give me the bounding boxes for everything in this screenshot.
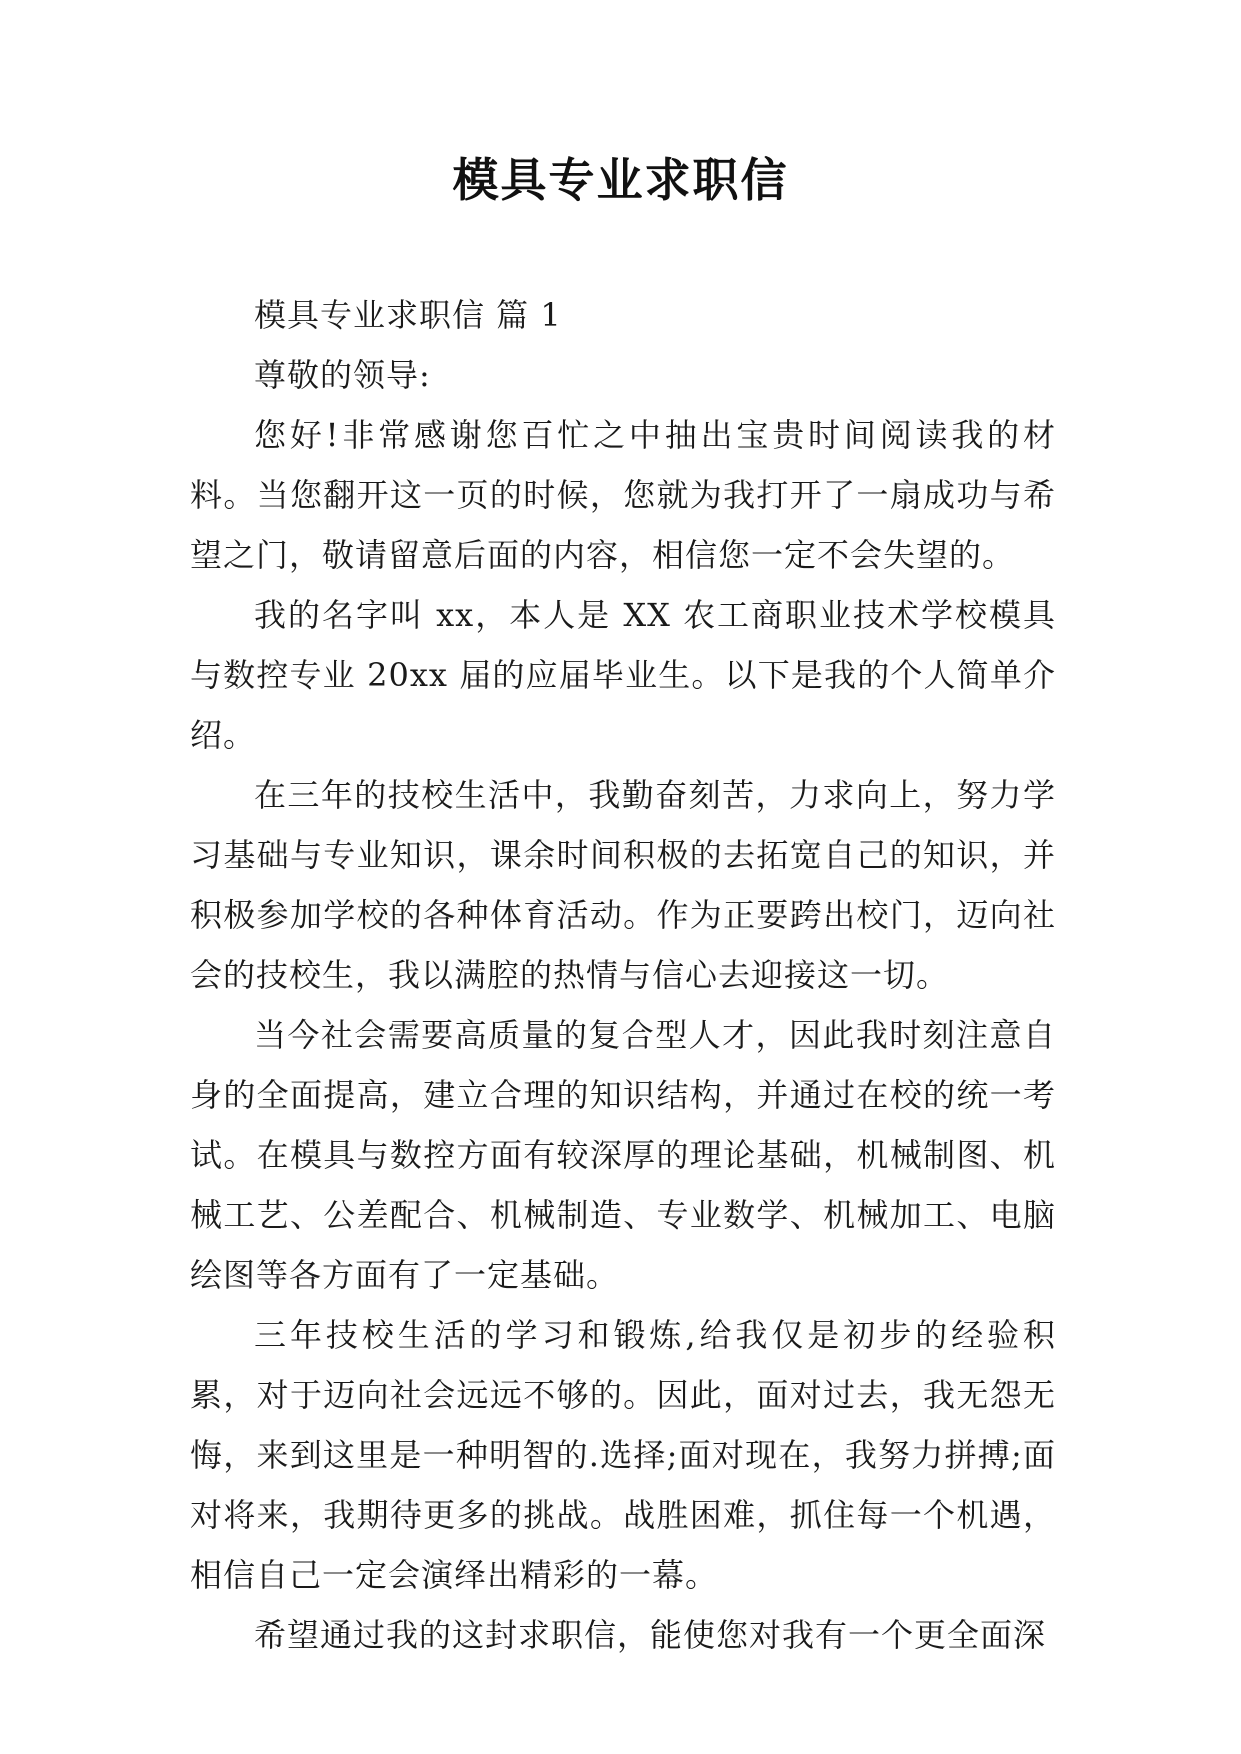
paragraph-closing: 希望通过我的这封求职信，能使您对我有一个更全面深 [254,1616,1047,1654]
document-title: 模具专业求职信 [452,153,789,207]
document-body [190,285,1056,1665]
paragraph-greeting: 您好!非常感谢您百忙之中抽出宝贵时间阅读我的材料。当您翻开这一页的时候，您就为我打开了一扇成功与希望之门，敬请留意后面的内容，相信您一定不会失望的。 [190,416,1056,574]
paragraph-school-life: 在三年的技校生活中，我勤奋刻苦，力求向上，努力学习基础与专业知识，课余时间积极的去拓宽自己的知识，并积极参加学校的各种体育活动。作为正要跨出校门，迈向社会的技校生，我以满腔的热情与信心去迎接这一切。 [190,776,1056,994]
paragraph-skills: 当今社会需要高质量的复合型人才，因此我时刻注意自身的全面提高，建立合理的知识结构，并通过在校的统一考试。在模具与数控方面有较深厚的理论基础，机械制图、机械工艺、公差配合、机械制造、专业数学、机械加工、电脑绘图等各方面有了一定基础。 [190,1016,1056,1294]
paragraph-introduction: 我的名字叫 xx，本人是 XX 农工商职业技术学校模具与数控专业 20xx 届的应届毕业生。以下是我的个人简单介绍。 [190,596,1056,754]
paragraph-reflection: 三年技校生活的学习和锻炼,给我仅是初步的经验积累，对于迈向社会远远不够的。因此，面对过去，我无怨无悔，来到这里是一种明智的.选择;面对现在，我努力拼搏;面对将来，我期待更多的挑战。战胜困难，抓住每一个机遇，相信自己一定会演绎出精彩的一幕。 [190,1316,1056,1594]
salutation: 尊敬的领导: [254,356,431,394]
section-heading: 模具专业求职信 篇 1 [254,296,562,334]
